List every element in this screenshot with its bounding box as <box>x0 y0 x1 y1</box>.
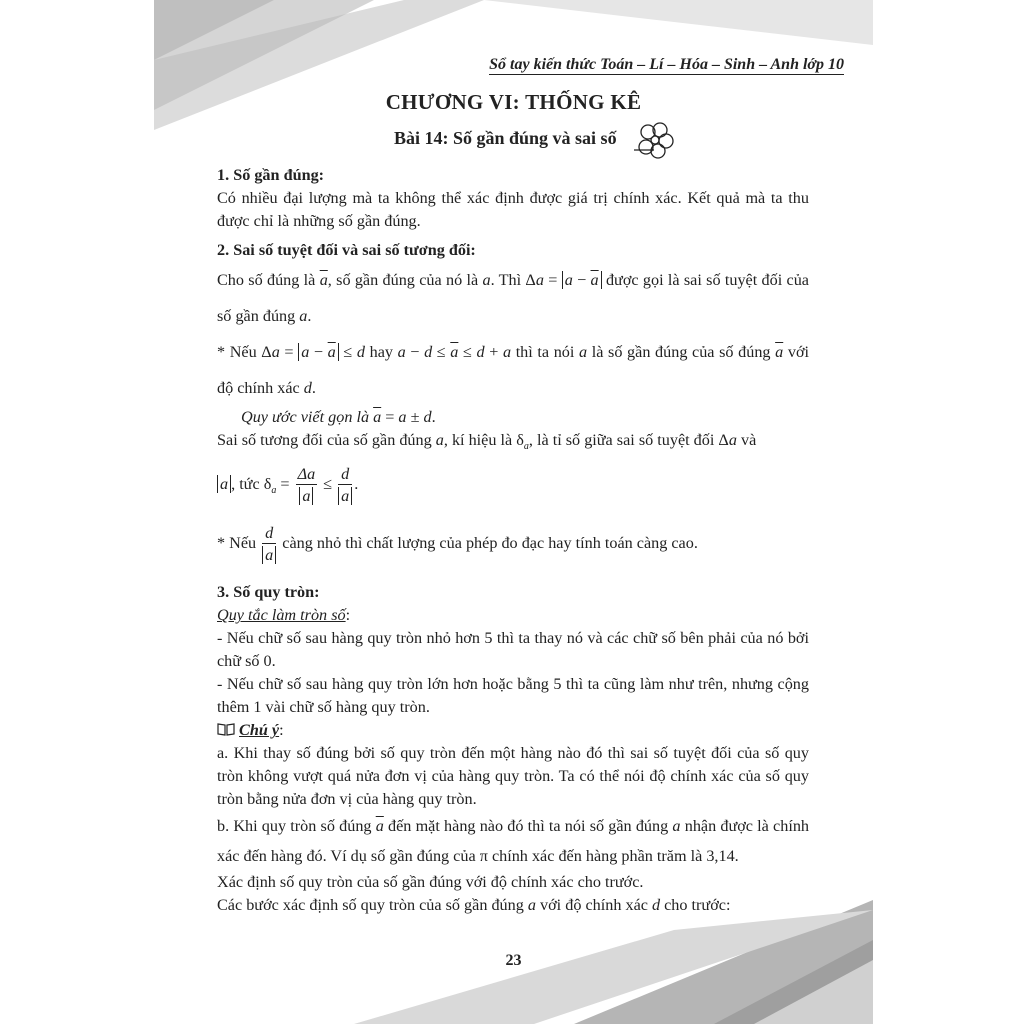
rounding-steps: Các bước xác định số quy tròn của số gần đúng a với độ chính xác d cho trước: <box>217 896 731 915</box>
rounding-rule-1: - Nếu chữ số sau hàng quy tròn nhỏ hơn 5 thì ta thay nó và các chữ số bên phải của nó bởi chữ số 0. <box>217 629 809 671</box>
rounding-rule-2: - Nếu chữ số sau hàng quy tròn lớn hơn hoặc bằng 5 thì ta cũng làm như trên, nhưng cộng thêm 1 vài chữ số hàng quy tròn. <box>217 675 809 717</box>
page-number: 23 <box>505 952 522 969</box>
flower-icon <box>634 120 678 160</box>
note-a: a. Khi thay số đúng bởi số quy tròn đến một hàng nào đó thì sai số tuyệt đối của số quy tròn không vượt quá nửa đơn vị của hàng quy tròn. Ta có thể nói độ chính xác của số quy tròn bằng nửa đơn vị của hàng quy tròn. <box>217 744 809 809</box>
book-page <box>154 0 873 1024</box>
section-2-heading: 2. Sai số tuyệt đối và sai số tương đối: <box>217 241 476 259</box>
determine-rounding: Xác định số quy tròn của số gần đúng với độ chính xác cho trước. <box>217 873 644 892</box>
rounding-rule-title: Quy tắc làm tròn số: <box>217 606 351 625</box>
section-3-heading: 3. Số quy tròn: <box>217 583 320 602</box>
relative-error-definition: Sai số tương đối của số gần đúng a, kí hiệu là $\delta_a$, là tỉ số giữa sai số tuyệt đối Δa và <box>217 431 757 453</box>
note-b: b. Khi quy tròn số đúng $\overline{a}$ đến mặt hàng nào đó thì ta nói số gần đúng a nhận được là chính xác đến hàng đó. Ví dụ số gần đúng của π chính xác đến hàng phần trăm là 3,14. <box>217 817 810 866</box>
lesson-title: Bài 14: Số gần đúng và sai số <box>394 128 617 148</box>
section-1-text: Có nhiều đại lượng mà ta không thể xác định được giá trị chính xác. Kết quả mà ta thu được chỉ là những số gần đúng. <box>217 189 809 230</box>
book-icon <box>217 722 235 736</box>
chapter-title: CHƯƠNG VI: THỐNG KÊ <box>385 90 642 114</box>
section-1-heading: 1. Số gần đúng: <box>217 166 325 184</box>
relative-error-formula: a , tức $\delta_a$ = $\frac{\Delta a}{a}$ ≤ $\frac{d}{a}$ . <box>217 458 809 517</box>
precision-condition: * Nếu $\Delta a = a - \overline{a} \le d$ hay $a - d \le \overline{a} \le d + a$ thì ta nói a là số gần đúng của số đúng $\overline{a}$ với độ chính xác d. <box>217 343 810 397</box>
running-header <box>384 56 844 74</box>
header-title: Sổ tay kiến thức Toán – Lí – Hóa – Sinh – Anh lớp 10 <box>489 56 844 73</box>
note-title: Chú ý: <box>217 719 809 742</box>
deco-triangle <box>484 0 873 45</box>
quality-note: * Nếu $\frac{d}{a}$ càng nhỏ thì chất lượng của phép đo đạc hay tính toán càng cao. <box>217 524 698 565</box>
lesson-content <box>217 158 809 917</box>
abs-error-definition: Cho số đúng là $\overline{a}$, số gần đúng của nó là a. Thì $\Delta a = a - \overline{a}$ được gọi là sai số tuyệt đối của số gần đúng a. <box>217 271 809 325</box>
notation-convention: Quy ước viết gọn là $\overline{a} = a \pm d$. <box>241 408 436 426</box>
